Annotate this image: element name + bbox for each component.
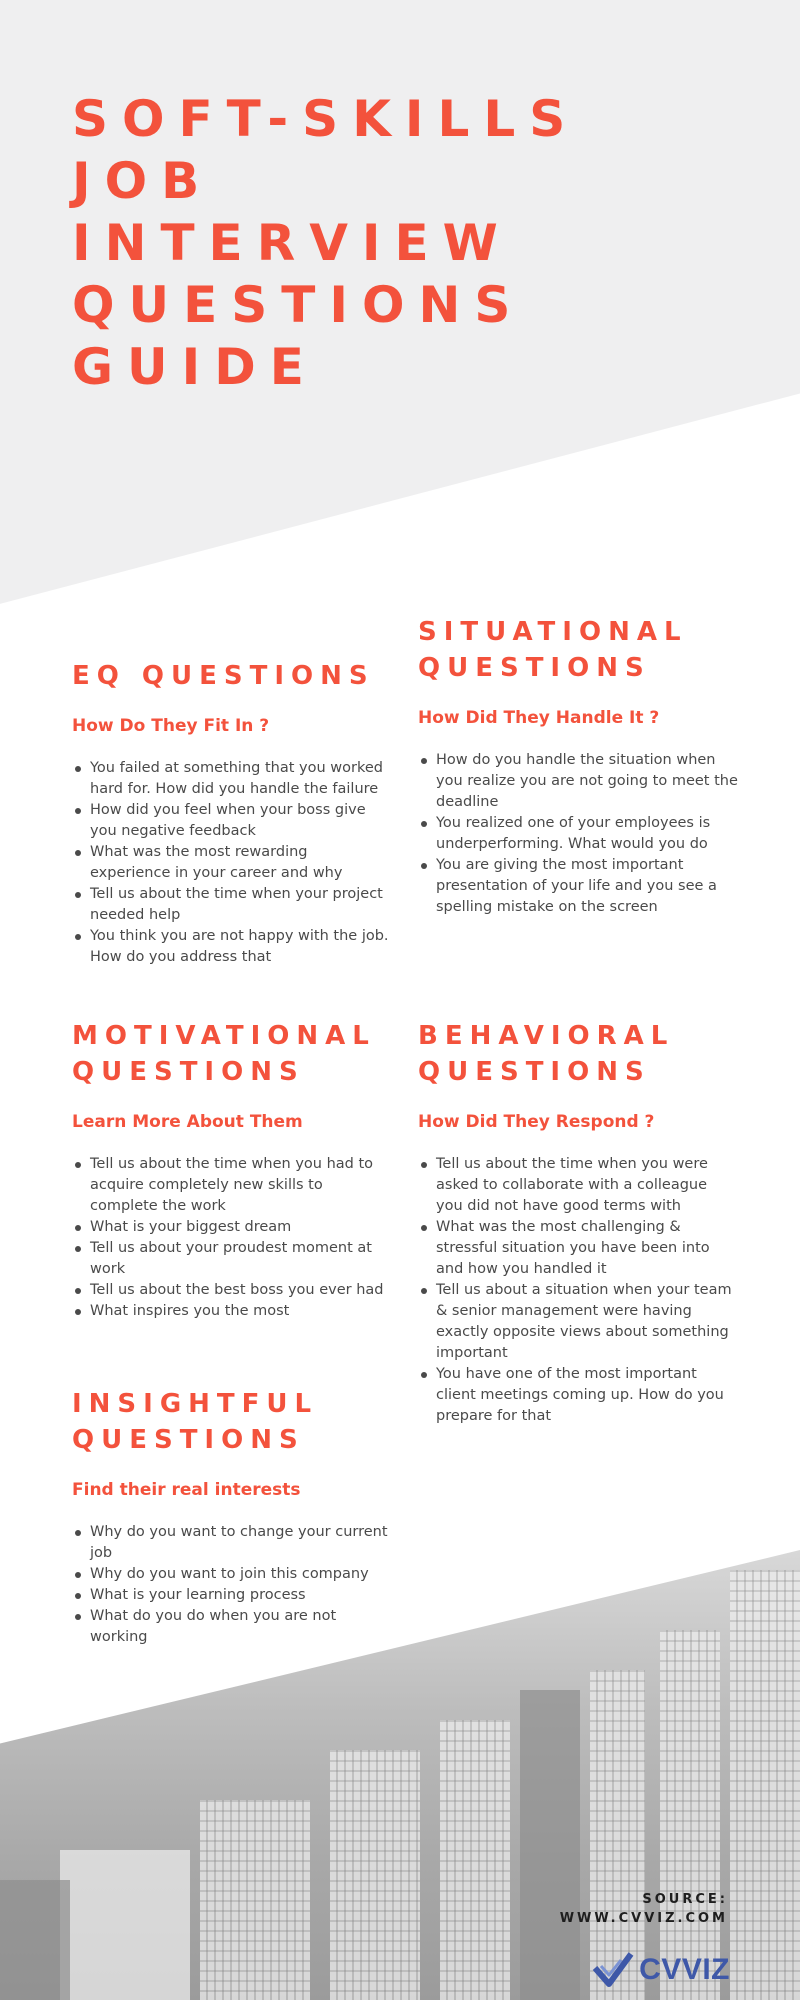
question-list	[418, 1154, 738, 1427]
building	[440, 1720, 510, 2000]
list-item: How do you handle the situation when you realize you are not going to meet the deadline	[436, 750, 738, 813]
cvviz-logo	[591, 1948, 730, 1992]
section-heading-line: SITUATIONAL	[418, 617, 688, 647]
building	[520, 1690, 580, 2000]
title-line: INTERVIEW	[72, 214, 512, 272]
section-heading-line: EQ QUESTIONS	[72, 661, 375, 691]
section-heading-line: QUESTIONS	[418, 653, 651, 683]
motivational-questions-section	[72, 1018, 392, 1322]
section-heading-line: INSIGHTFUL	[72, 1389, 319, 1419]
list-item: How did you feel when your boss give you negative feedback	[90, 800, 392, 842]
eq-questions-section	[72, 658, 392, 968]
list-item: Tell us about the time when your project needed help	[90, 884, 392, 926]
building	[0, 1880, 70, 2000]
list-item: You failed at something that you worked hard for. How did you handle the failure	[90, 758, 392, 800]
question-list	[72, 758, 392, 968]
section-heading	[418, 614, 738, 686]
question-list	[72, 1522, 392, 1648]
title-line: SOFT-SKILLS	[72, 90, 580, 148]
list-item: What do you do when you are not working	[90, 1606, 392, 1648]
list-item: You realized one of your employees is underperforming. What would you do	[436, 813, 738, 855]
title-line: JOB	[72, 152, 214, 210]
section-heading	[418, 1018, 738, 1090]
question-list	[72, 1154, 392, 1322]
situational-questions-section	[418, 614, 738, 918]
section-heading-line: QUESTIONS	[72, 1057, 305, 1087]
list-item: Why do you want to change your current job	[90, 1522, 392, 1564]
question-list	[418, 750, 738, 918]
source-label: SOURCE:	[642, 1892, 728, 1907]
list-item: What is your biggest dream	[90, 1217, 392, 1238]
insightful-questions-section	[72, 1386, 392, 1648]
list-item: What is your learning process	[90, 1585, 392, 1606]
behavioral-questions-section	[418, 1018, 738, 1427]
section-heading	[72, 1018, 392, 1090]
section-heading-line: MOTIVATIONAL	[72, 1021, 376, 1051]
title-line: GUIDE	[72, 338, 318, 396]
list-item: Tell us about your proudest moment at work	[90, 1238, 392, 1280]
list-item: You are giving the most important presentation of your life and you see a spelling mistake on the screen	[436, 855, 738, 918]
list-item: You have one of the most important client meetings coming up. How do you prepare for that	[436, 1364, 738, 1427]
title-line: QUESTIONS	[72, 276, 525, 334]
section-subtitle: How Did They Handle It ?	[418, 708, 660, 728]
list-item: You think you are not happy with the job. How do you address that	[90, 926, 392, 968]
list-item: Tell us about the best boss you ever had	[90, 1280, 392, 1301]
list-item: Why do you want to join this company	[90, 1564, 392, 1585]
source-credit	[560, 1890, 728, 1928]
page-title	[72, 88, 579, 398]
source-url: WWW.CVVIZ.COM	[559, 1911, 728, 1926]
section-heading	[72, 658, 392, 694]
cvviz-check-icon	[591, 1948, 635, 1992]
building	[660, 1630, 720, 2000]
section-heading	[72, 1386, 392, 1458]
list-item: What was the most challenging & stressful situation you have been into and how you handled it	[436, 1217, 738, 1280]
section-subtitle: Find their real interests	[72, 1480, 301, 1500]
building	[200, 1800, 310, 2000]
logo-text: CVVIZ	[639, 1953, 730, 1986]
section-heading-line: BEHAVIORAL	[418, 1021, 675, 1051]
section-heading-line: QUESTIONS	[72, 1425, 305, 1455]
section-heading-line: QUESTIONS	[418, 1057, 651, 1087]
list-item: What was the most rewarding experience in your career and why	[90, 842, 392, 884]
list-item: Tell us about a situation when your team & senior management were having exactly opposite views about something important	[436, 1280, 738, 1364]
list-item: Tell us about the time when you had to acquire completely new skills to complete the work	[90, 1154, 392, 1217]
section-subtitle: How Do They Fit In ?	[72, 716, 270, 736]
list-item: What inspires you the most	[90, 1301, 392, 1322]
list-item: Tell us about the time when you were asked to collaborate with a colleague you did not have good terms with	[436, 1154, 738, 1217]
building	[60, 1850, 190, 2000]
building	[730, 1570, 800, 2000]
building	[330, 1750, 420, 2000]
section-subtitle: How Did They Respond ?	[418, 1112, 655, 1132]
section-subtitle: Learn More About Them	[72, 1112, 303, 1132]
